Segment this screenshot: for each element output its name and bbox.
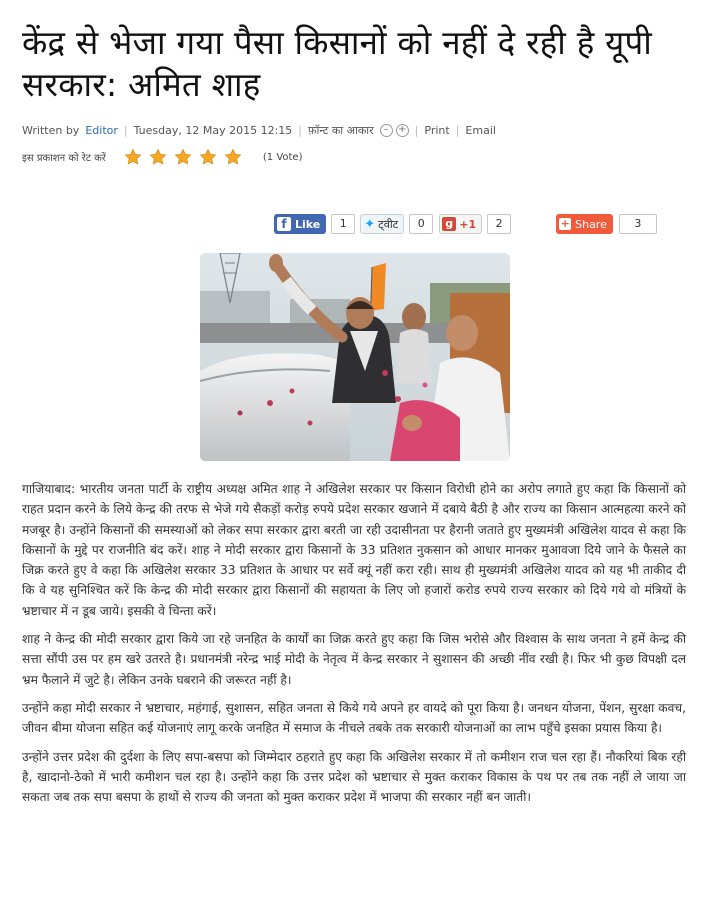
meta-separator: | [123,123,128,137]
article-date: Tuesday, 12 May 2015 12:15 [133,123,293,137]
star-icon[interactable] [199,148,217,166]
font-increase-button[interactable]: + [396,124,409,137]
article-body [22,479,686,815]
written-by-label: Written by [22,123,80,137]
share-plus-icon: + [560,217,570,230]
star-icon[interactable] [124,148,142,166]
share-button[interactable] [556,214,613,234]
google-plus-icon: g [442,217,456,231]
google-plus-count: 2 [487,214,511,234]
author-link[interactable]: Editor [85,123,118,137]
meta-separator: | [414,123,419,137]
facebook-icon: f [277,217,291,231]
article-paragraph: शाह ने केन्द्र की मोदी सरकार द्वारा किये जा रहे जनहित के कार्यों का जिक्र करते हुए कहा कि जिस भरोसे और विश्वास के साथ जनता ने हमें केन्द्र की सत्ता सौंपी उस पर हम खरे उतरते है। प्रधानमंत्री नरेन्द्र भाई मोदी के नेतृत्व में केन्द्र सरकार ने सुशासन की अच्छी नींव रखी है। फिर भी कुछ विपक्षी दल भ्रम फैलाने में जुटे है। लेकिन उनके घबराने की जरूरत नहीं है। [22,632,686,687]
rating-row [22,146,694,168]
social-share-bar [274,213,657,235]
star-icon[interactable] [174,148,192,166]
meta-separator: | [455,123,460,137]
facebook-like-label: Like [295,217,321,231]
star-icon[interactable] [224,148,242,166]
email-link[interactable]: Email [465,123,496,137]
star-icon[interactable] [149,148,167,166]
twitter-tweet-label: ट्वीट [378,217,399,231]
rating-stars [124,148,249,166]
print-link[interactable]: Print [424,123,450,137]
google-plus-button[interactable] [439,214,482,234]
share-label: Share [575,217,607,231]
facebook-like-count: 1 [331,214,355,234]
article-title: केंद्र से भेजा गया पैसा किसानों को नहीं दे रही है यूपी सरकार: अमित शाह [22,23,652,104]
twitter-tweet-button[interactable] [360,214,404,234]
meta-separator: | [298,123,302,137]
vote-count: (1 Vote) [262,151,303,163]
share-count: 3 [619,214,657,234]
font-size-label: फ़ॉन्ट का आकार [308,123,374,137]
article-paragraph: उन्होंने कहा मोदी सरकार ने भ्रष्टाचार, महंगाई, सुशासन, सहित जनता से किये गये अपने हर वायदे को पूरा किया है। जनधन योजना, पेंशन, सुरक्षा कवच, जीवन बीमा योजना सहित कई योजनाएं लागू करके जनहित में समाज के नीचले तबके तक सरकारी योजनाओं का लाभ पहुँचे इसका प्रयास किया है। [22,700,686,736]
article-paragraph: उन्होंने उत्तर प्रदेश की दुर्दशा के लिए सपा-बसपा को जिम्मेदार ठहराते हुए कहा कि अखिलेश सरकार में तो कमीशन राज चल रहा हैं। नौकरियां बिक रही है, खादानो-ठेको में भारी कमीशन चल रहा है। उन्होंने कहा कि उत्तर प्रदेश को भ्रष्टाचार से मुक्त कराकर विकास के पथ पर तब तक नहीं ले जाया जा सकता जब तक सपा बसपा के हाथों से राज्य की जनता को मुक्त कराकर प्रदेश में भाजपा की सरकार नहीं बन जाती। [22,749,686,805]
font-decrease-button[interactable]: – [380,124,393,137]
twitter-count: 0 [409,214,433,234]
twitter-bird-icon: ✦ [364,216,376,232]
facebook-like-button[interactable] [274,214,326,234]
rating-label: इस प्रकाशन को रेट करें [22,153,106,164]
article-photo [200,253,510,461]
article-paragraph: गाजियाबाद: भारतीय जनता पार्टी के राष्ट्रीय अध्यक्ष अमित शाह ने अखिलेश सरकार पर किसान विरोधी होने का अरोप लगाते हुए कहा कि किसानों को राहत प्रदान करने के लिये केन्द्र की तरफ से भेजे गये सैकड़ों करोड़ रुपये प्रदेश सरकार खजाने में दबाये बैठी है और राज्य का किसान आत्महत्या करने को मजबूर है। उन्होंने किसानों की समस्याओं को लेकर सपा सरकार द्वारा बरती जा रही उदासीनता पर हैरानी जताते हुए मुख्यमंत्री अखिलेश यादव से कहा कि किसानों के मुद्दे पर राजनीति बंद करें। शाह ने मोदी सरकार द्वारा किसानों के 33 प्रतिशत नुकसान को आधार मानकर मुआवजा दिये जाने के फैसले का जिक्र करते हुए वे कहा कि अखिलेश सरकार 33 प्रतिशत के आधार पर सर्वे क्यूं नहीं करा रही। साथ ही मुख्यमंत्री अखिलेश यादव को यह भी ताकीद दी कि वे यह सुनिश्चित करें कि केन्द्र की मोदी सरकार द्वारा किसानों की सहायता के लिए जो हजारों करोड रुपये राज्य सरकार को दिये गये वो मंत्रियों के भ्रष्टाचार में न डूब जाये। इसकी वे चिन्ता करें। [22,482,686,618]
google-plus-label: +1 [459,217,477,231]
article-meta [22,122,694,138]
article-header [22,0,694,168]
